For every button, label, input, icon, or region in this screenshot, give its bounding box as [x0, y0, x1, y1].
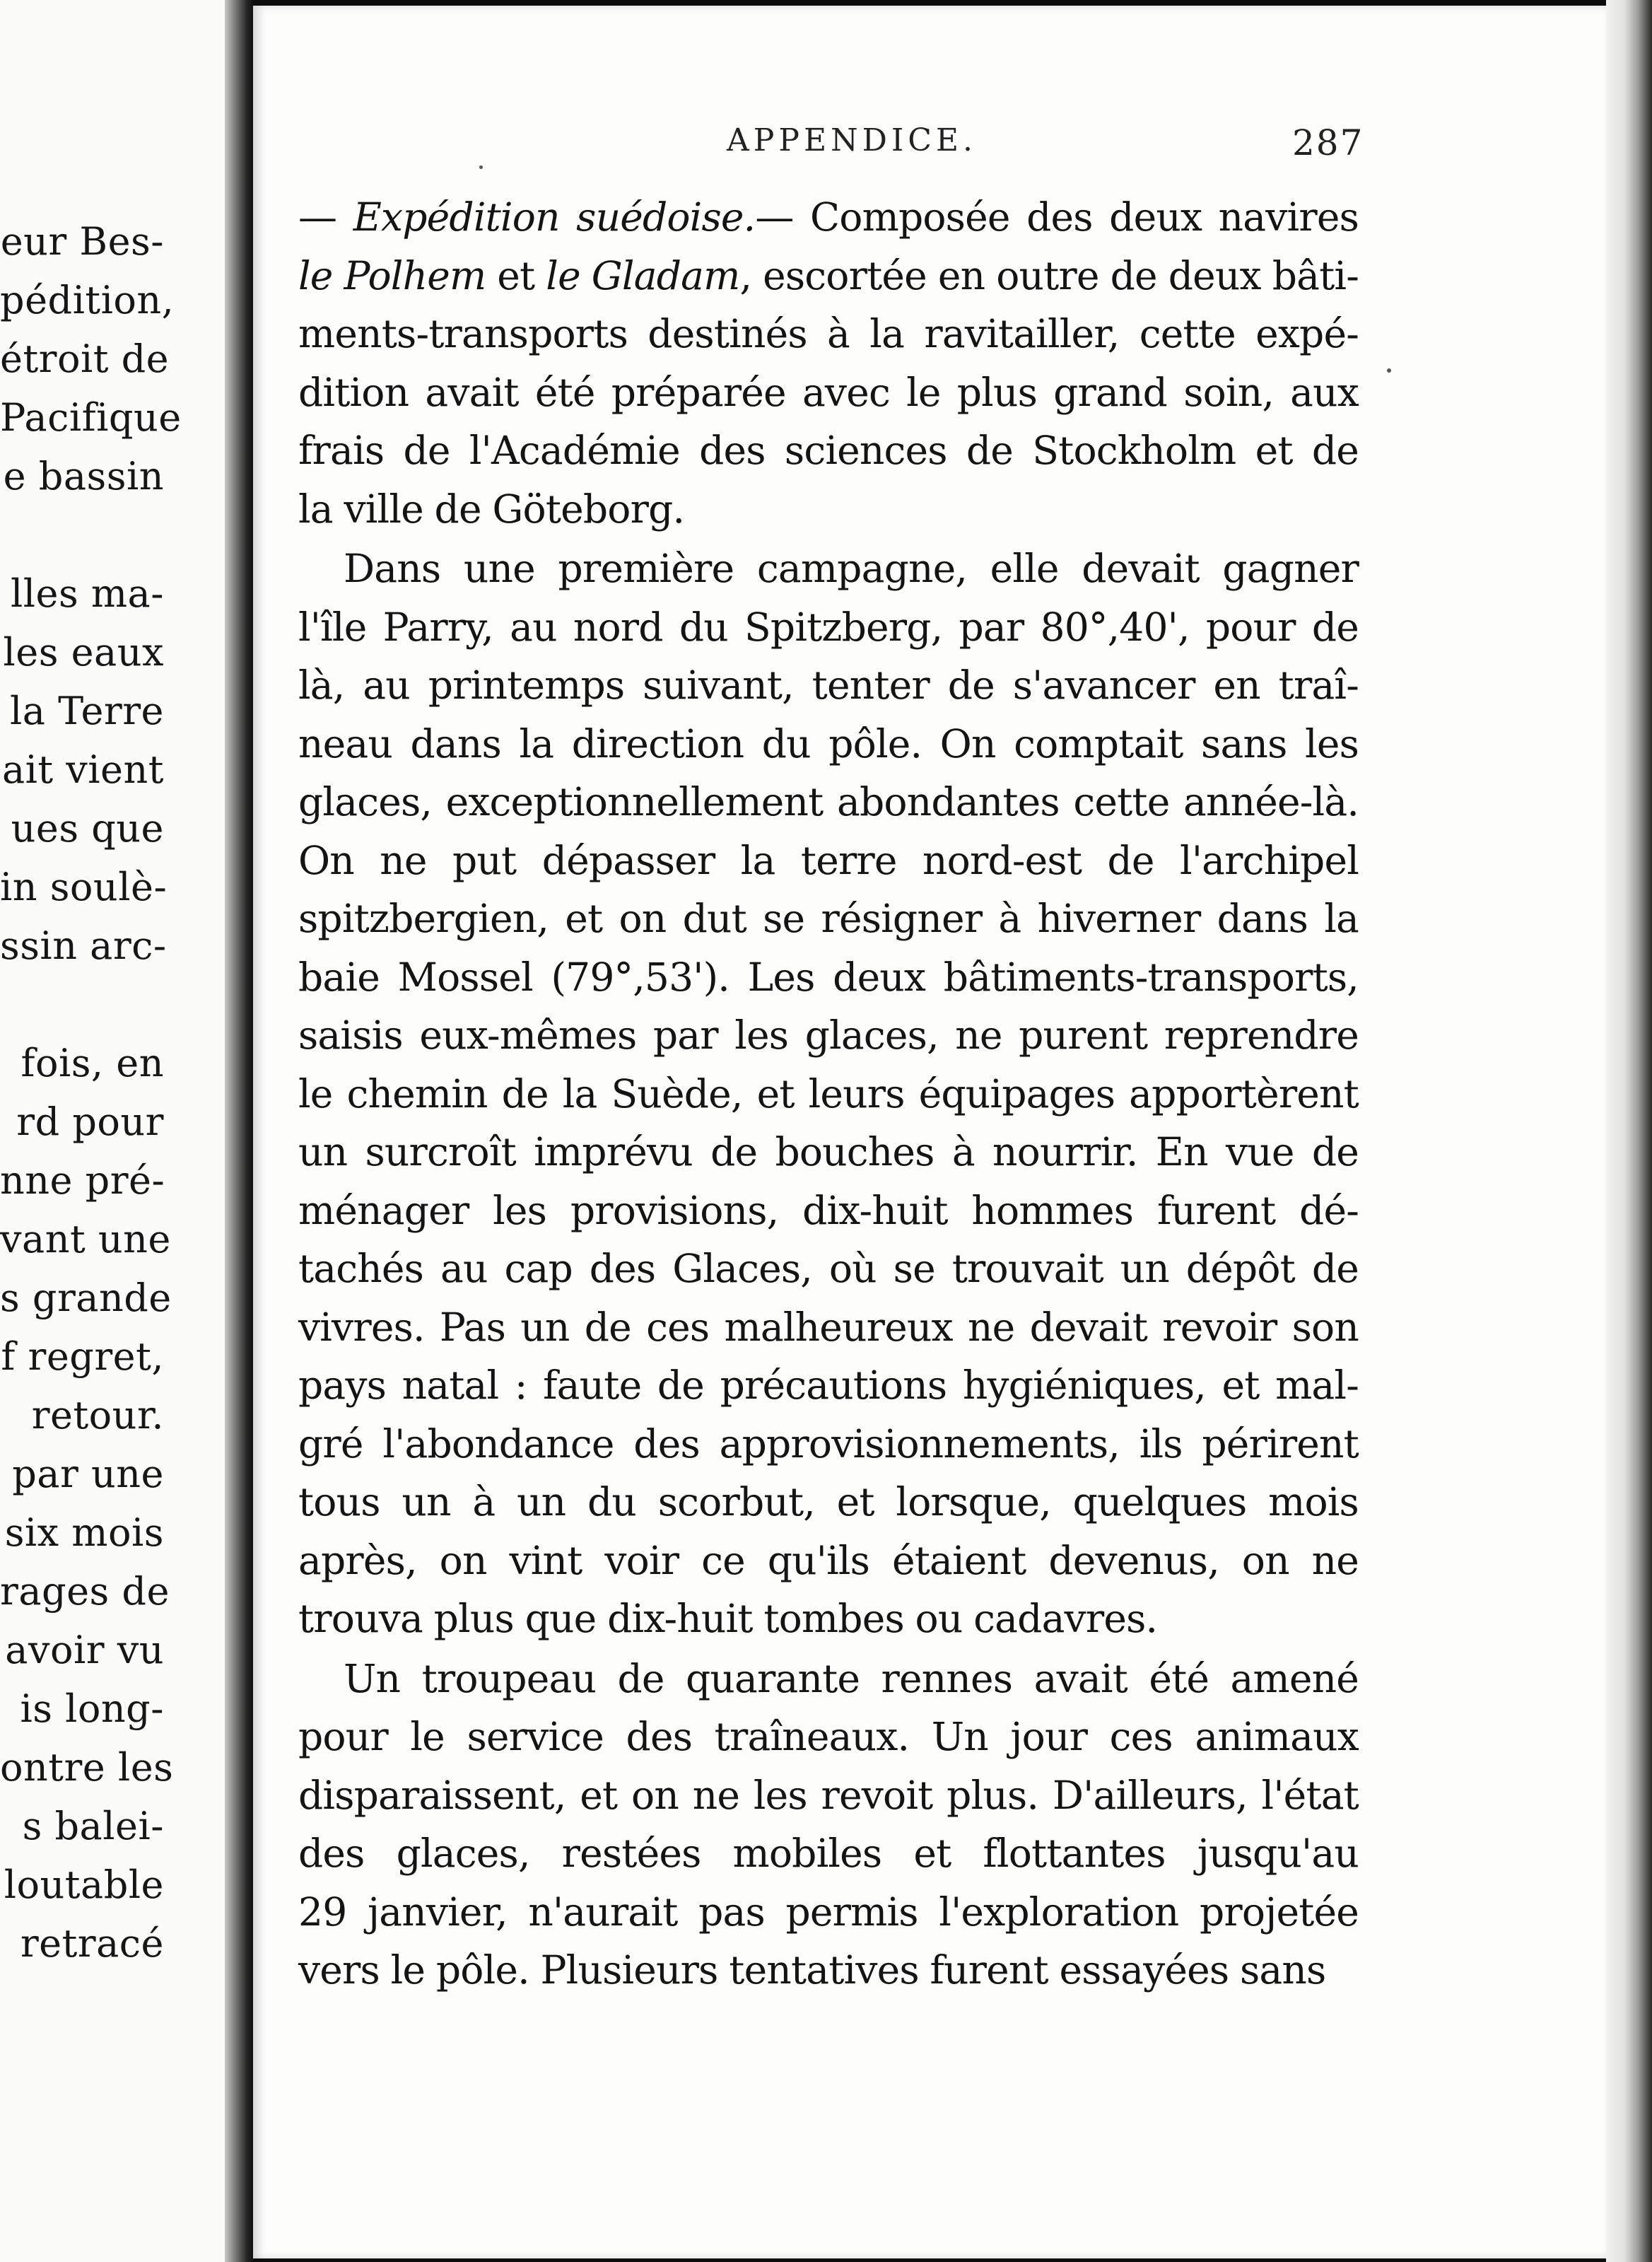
- text-run: neau dans la direction du pôle. On comptait sans les: [298, 721, 1359, 766]
- text-line: [298, 1590, 1359, 1648]
- left-page-line: e bassin: [3, 454, 164, 499]
- left-page-line: lles ma-: [10, 571, 164, 616]
- page-number: 287: [1292, 122, 1364, 163]
- left-page-line: eur Bes-: [0, 219, 164, 264]
- text-run: disparaissent, et on ne les revoit plus. D'ailleurs, l'état: [298, 1772, 1359, 1818]
- text-run: là, au printemps suivant, tenter de s'avancer en traî-: [298, 663, 1359, 708]
- left-page-line: par une: [12, 1452, 164, 1496]
- left-page-line: s grande: [0, 1276, 172, 1320]
- left-page-line: vant une: [0, 1217, 171, 1261]
- text-line: [298, 715, 1359, 774]
- text-run: Un troupeau de quarante rennes avait été amené: [344, 1655, 1359, 1701]
- left-page-line: retracé: [20, 1921, 164, 1966]
- left-page-line: ues que: [11, 806, 164, 851]
- italic-text: le Gladam: [546, 252, 740, 298]
- left-page-line: pédition,: [0, 278, 175, 322]
- text-line: [298, 598, 1359, 657]
- text-run: vers le pôle. Plusieurs tentatives furent essayées sans: [298, 1947, 1326, 1993]
- text-run: trouva plus que dix-huit tombes ou cadavres.: [298, 1596, 1158, 1641]
- text-run: ments-transports destinés à la ravitailler, cette expé-: [298, 311, 1359, 356]
- text-run: saisis eux-mêmes par les glaces, ne purent reprendre: [298, 1013, 1359, 1058]
- left-page-line: is long-: [20, 1686, 164, 1731]
- text-line: [298, 363, 1359, 422]
- text-run: des glaces, restées mobiles et flottantes jusqu'au: [298, 1831, 1359, 1876]
- paragraph: [298, 1650, 1359, 2000]
- left-page-line: fois, en: [20, 1041, 164, 1085]
- text-run: baie Mossel (79°,53'). Les deux bâtiments-transports,: [298, 954, 1359, 1000]
- text-line: [298, 1766, 1359, 1825]
- left-page: [0, 0, 225, 2262]
- left-page-line: Pacifique: [0, 395, 182, 440]
- left-page-line: les eaux: [3, 630, 164, 675]
- text-line: [298, 188, 1359, 247]
- italic-text: le Polhem: [298, 252, 486, 298]
- text-line: [298, 773, 1359, 832]
- text-run: pays natal : faute de précautions hygiéniques, et mal-: [298, 1363, 1359, 1408]
- left-page-gap: [0, 506, 164, 564]
- print-speck: [479, 165, 483, 169]
- text-line: [298, 948, 1359, 1007]
- text-line: [298, 1065, 1359, 1124]
- text-run: 29 janvier, n'aurait pas permis l'exploration projetée: [298, 1889, 1359, 1935]
- text-line: [298, 421, 1359, 480]
- text-line: [298, 247, 1359, 305]
- paragraph: [298, 540, 1359, 1648]
- text-line: [298, 1298, 1359, 1357]
- paragraph: [298, 188, 1359, 538]
- left-page-gap: [0, 975, 164, 1034]
- text-line: [298, 1182, 1359, 1240]
- text-line: [298, 1824, 1359, 1883]
- text-run: , escortée en outre de deux bâti-: [739, 252, 1359, 298]
- print-speck: [1387, 368, 1391, 373]
- left-page-line: avoir vu: [5, 1628, 164, 1672]
- text-run: pour le service des traîneaux. Un jour ces animaux: [298, 1714, 1359, 1759]
- text-run: On ne put dépasser la terre nord-est de l'archipel: [298, 837, 1359, 883]
- text-run: la ville de Göteborg.: [298, 486, 685, 532]
- text-run: un surcroît imprévu de bouches à nourrir. En vue de: [298, 1129, 1359, 1174]
- left-page-line: rages de: [0, 1569, 170, 1614]
- book-gutter: [225, 0, 253, 2262]
- text-line: [298, 1123, 1359, 1182]
- left-page-line: f regret,: [1, 1334, 164, 1379]
- running-head-title: APPENDICE.: [727, 122, 978, 158]
- text-run: gré l'abondance des approvisionnements, ils périrent: [298, 1421, 1359, 1467]
- text-run: tous un à un du scorbut, et lorsque, quelques mois: [298, 1479, 1359, 1524]
- running-head: [253, 122, 1606, 172]
- left-page-line: retour.: [31, 1393, 164, 1438]
- left-page-line: ontre les: [0, 1745, 174, 1790]
- left-page-line: in soulè-: [0, 865, 168, 909]
- text-line: [298, 832, 1359, 890]
- left-page-line: ait vient: [1, 747, 164, 792]
- left-page-line: nne pré-: [0, 1158, 165, 1203]
- left-page-line: étroit de: [0, 337, 170, 381]
- text-line: [298, 1415, 1359, 1474]
- text-line: [298, 1006, 1359, 1065]
- text-run: après, on vint voir ce qu'ils étaient devenus, on ne: [298, 1537, 1359, 1583]
- text-line: [298, 1356, 1359, 1415]
- left-page-line: s balei-: [22, 1804, 164, 1848]
- text-run: — Composée des deux navires: [755, 194, 1359, 240]
- text-line: [298, 1941, 1359, 2000]
- text-line: [298, 305, 1359, 363]
- text-line: [298, 1532, 1359, 1590]
- text-run: vivres. Pas un de ces malheureux ne devait revoir son: [298, 1304, 1359, 1350]
- left-page-line: six mois: [4, 1510, 164, 1555]
- text-run: l'île Parry, au nord du Spitzberg, par 80°,40', pour de: [298, 604, 1359, 650]
- left-page-line: ssin arc-: [0, 923, 167, 968]
- text-run: ménager les provisions, dix-huit hommes furent dé-: [298, 1187, 1359, 1233]
- text-run: le chemin de la Suède, et leurs équipages apportèrent: [298, 1071, 1359, 1117]
- text-run: glaces, exceptionnellement abondantes cette année-là.: [298, 779, 1359, 824]
- left-page-line: rd pour: [16, 1100, 164, 1144]
- text-run: Dans une première campagne, elle devait gagner: [344, 546, 1359, 591]
- text-line: [298, 890, 1359, 948]
- text-line: [298, 1650, 1359, 1708]
- text-line: [298, 480, 1359, 539]
- text-run: frais de l'Académie des sciences de Stockholm et de: [298, 428, 1359, 473]
- text-line: [298, 540, 1359, 598]
- body-text: [298, 188, 1359, 2001]
- text-line: [298, 1240, 1359, 1298]
- text-run: dition avait été préparée avec le plus grand soin, aux: [298, 369, 1359, 415]
- left-page-line: la Terre: [10, 689, 164, 733]
- text-line: [298, 1473, 1359, 1532]
- italic-text: Expédition suédoise.: [353, 194, 756, 240]
- text-run: spitzbergien, et on dut se résigner à hiverner dans la: [298, 896, 1359, 941]
- text-run: tachés au cap des Glaces, où se trouvait un dépôt de: [298, 1246, 1359, 1291]
- right-page: [253, 6, 1606, 2258]
- text-line: [298, 656, 1359, 715]
- text-run: —: [298, 194, 353, 240]
- text-line: [298, 1883, 1359, 1942]
- left-page-line: loutable: [4, 1862, 164, 1907]
- left-page-text: [0, 212, 182, 1973]
- text-line: [298, 1708, 1359, 1766]
- page-edge: [1606, 0, 1652, 2262]
- text-run: et: [486, 252, 546, 298]
